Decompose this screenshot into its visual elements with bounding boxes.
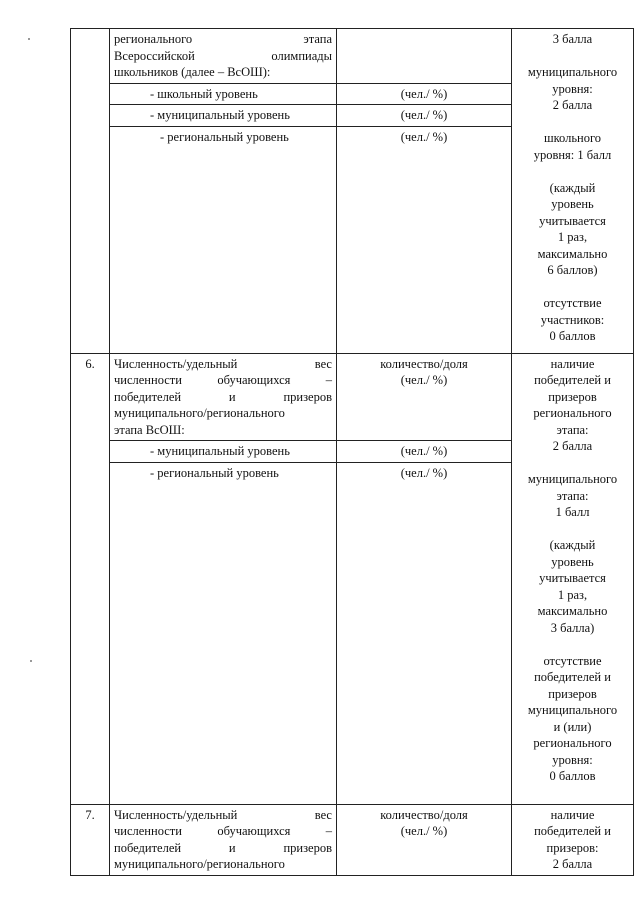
- sub-indicator-cell: - муниципальный уровень: [110, 105, 337, 127]
- score-cell: [512, 804, 634, 875]
- unit-line: (чел./ %): [400, 373, 448, 387]
- indicator-line: Всероссийской олимпиады: [114, 48, 332, 63]
- score-line: 2 балла: [552, 857, 593, 871]
- score-line: 1 раз,: [557, 587, 588, 602]
- indicator-line: муниципального/регионального: [114, 857, 285, 871]
- unit-line: количество/доля: [380, 356, 468, 371]
- row-number-cell: 6.: [71, 353, 110, 441]
- sub-unit-cell: (чел./ %): [337, 105, 512, 127]
- score-line: 3 балла: [552, 32, 593, 46]
- score-line: уровня: 1 балл: [533, 147, 612, 162]
- score-line: призеров: [548, 389, 597, 404]
- scan-speck: [30, 660, 32, 662]
- indicator-cell: [110, 353, 337, 441]
- indicator-line: Численность/удельный вес: [114, 356, 332, 371]
- unit-cell: [337, 29, 512, 84]
- score-line: 0 баллов: [549, 769, 596, 783]
- score-line: победителей и: [534, 824, 611, 838]
- score-line: 1 балл: [555, 505, 590, 519]
- indicator-line: школьников (далее – ВсОШ):: [114, 65, 271, 79]
- score-line: уровень: [551, 554, 594, 569]
- row-number-cell: 7.: [71, 804, 110, 875]
- indicator-line: этапа ВсОШ:: [114, 422, 185, 437]
- score-line: и (или): [553, 719, 592, 734]
- sub-unit-cell: (чел./ %): [337, 83, 512, 105]
- indicator-line: численности обучающихся –: [114, 373, 332, 387]
- indicator-line: Численность/удельный вес: [114, 807, 332, 822]
- table-row: [71, 804, 634, 875]
- score-line: победителей и: [534, 670, 611, 684]
- score-line: уровень: [551, 197, 594, 211]
- score-line: максимально: [537, 604, 608, 618]
- sub-unit-cell: (чел./ %): [337, 462, 512, 804]
- score-line: победителей и: [534, 373, 611, 387]
- row-number-cell: [71, 83, 110, 105]
- sub-unit-cell: (чел./ %): [337, 441, 512, 463]
- score-line: призеров:: [546, 840, 599, 855]
- score-line: учитывается: [539, 571, 606, 585]
- row-number-cell: [71, 441, 110, 463]
- score-line: 2 балла: [552, 98, 593, 112]
- score-line: уровня:: [552, 752, 593, 767]
- score-line: школьного: [543, 131, 602, 145]
- indicator-cell: [110, 29, 337, 84]
- sub-indicator-cell: - региональный уровень: [110, 126, 337, 353]
- unit-cell: [337, 804, 512, 875]
- indicator-line: победителей и призеров: [114, 389, 332, 404]
- indicator-line: победителей и призеров: [114, 840, 332, 855]
- score-line: регионального: [533, 406, 612, 420]
- unit-cell: [337, 353, 512, 441]
- scan-speck: [28, 38, 30, 40]
- score-line: 3 балла): [550, 620, 595, 635]
- score-line: учитывается: [539, 213, 606, 228]
- score-cell: [512, 29, 634, 354]
- score-line: наличие: [550, 807, 595, 822]
- score-line: 0 баллов: [549, 329, 596, 343]
- score-line: (каждый: [549, 538, 596, 552]
- score-line: 2 балла: [552, 439, 593, 453]
- criteria-table: [70, 28, 634, 876]
- unit-line: (чел./ %): [400, 824, 448, 838]
- indicator-cell: [110, 804, 337, 875]
- score-line: отсутствие: [543, 653, 602, 668]
- row-number-cell: [71, 126, 110, 353]
- indicator-line: численности обучающихся –: [114, 824, 332, 838]
- indicator-line: регионального этапа: [114, 32, 332, 46]
- row-number-cell: [71, 105, 110, 127]
- score-line: регионального: [533, 736, 612, 750]
- score-line: (каждый: [549, 180, 596, 195]
- score-line: участников:: [540, 312, 605, 327]
- score-line: призеров: [548, 686, 597, 701]
- score-line: муниципального: [527, 703, 618, 717]
- score-line: этапа:: [556, 488, 589, 503]
- unit-line: количество/доля: [380, 807, 468, 822]
- indicator-line: муниципального/регионального: [114, 406, 285, 420]
- score-line: этапа:: [556, 422, 589, 437]
- score-line: муниципального: [527, 472, 618, 486]
- score-line: муниципального: [527, 65, 618, 79]
- sub-indicator-cell: - региональный уровень: [110, 462, 337, 804]
- table-row: [71, 353, 634, 441]
- row-number-cell: [71, 462, 110, 804]
- score-cell: [512, 353, 634, 804]
- sub-indicator-cell: - школьный уровень: [110, 83, 337, 105]
- sub-indicator-cell: - муниципальный уровень: [110, 441, 337, 463]
- score-line: наличие: [550, 356, 595, 371]
- table-row: [71, 29, 634, 84]
- score-line: 1 раз,: [557, 230, 588, 244]
- sub-unit-cell: (чел./ %): [337, 126, 512, 353]
- score-line: отсутствие: [543, 296, 602, 310]
- score-line: 6 баллов): [547, 263, 598, 277]
- score-line: максимально: [537, 246, 608, 261]
- row-number-cell: [71, 29, 110, 84]
- score-line: уровня:: [552, 81, 593, 96]
